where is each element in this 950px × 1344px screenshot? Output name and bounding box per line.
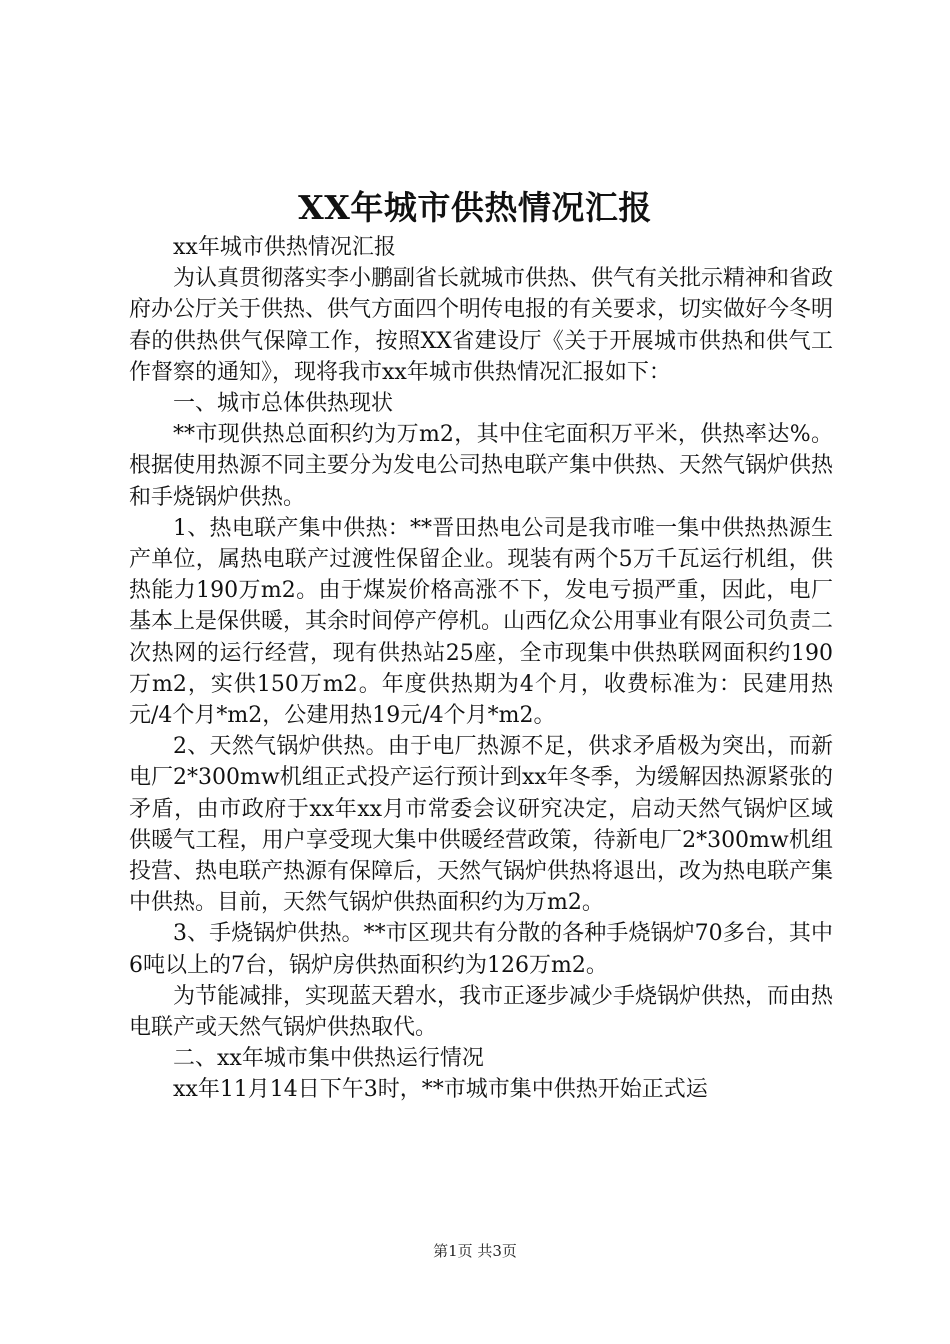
paragraph: xx年城市供热情况汇报 xyxy=(173,235,396,260)
paragraph: xx年11月14日下午3时，**市城市集中供热开始正式运 xyxy=(173,1077,708,1103)
document-body xyxy=(129,232,833,1106)
document-title: XX年城市供热情况汇报 xyxy=(298,188,652,227)
page-footer: 第1页 共3页 xyxy=(433,1242,517,1260)
section-heading: 一、城市总体供热现状 xyxy=(173,391,394,417)
paragraph: **市现供热总面积约为万m2，其中住宅面积万平米，供热率达%。根据使用热源不同主要分为发电公司热电联产集中供热、天然气锅炉供热和手烧锅炉供热。 xyxy=(129,422,834,510)
paragraph: 为节能减排，实现蓝天碧水，我市正逐步减少手烧锅炉供热，而由热电联产或天然气锅炉供热取代。 xyxy=(129,983,834,1041)
paragraph: 为认真贯彻落实李小鹏副省长就城市供热、供气有关批示精神和省政府办公厅关于供热、供气方面四个明传电报的有关要求，切实做好今冬明春的供热供气保障工作，按照XX省建设厅《关于开展城市供热和供气工作督察的通知》，现将我市xx年城市供热情况汇报如下： xyxy=(129,266,834,385)
section-heading: 二、xx年城市集中供热运行情况 xyxy=(173,1046,484,1072)
paragraph: 1、热电联产集中供热：**晋田热电公司是我市唯一集中供热热源生产单位，属热电联产过渡性保留企业。现装有两个5万千瓦运行机组，供热能力190万m2。由于煤炭价格高涨不下，发电亏损严重，因此，电厂基本上是保供暖，其余时间停产停机。山西亿众公用事业有限公司负责二次热网的运行经营，现有供热站25座，全市现集中供热联网面积约190万m2，实供150万m2。年度供热期为4个月，收费标准为：民建用热元/4个月*m2，公建用热19元/4个月*m2。 xyxy=(129,515,834,729)
paragraph: 2、天然气锅炉供热。由于电厂热源不足，供求矛盾极为突出，而新电厂2*300mw机组正式投产运行预计到xx年冬季，为缓解因热源紧张的矛盾，由市政府于xx年xx月市常委会议研究决定，启动天然气锅炉区域供暖气工程，用户享受现大集中供暖经营政策，待新电厂2*300mw机组投营、热电联产热源有保障后，天然气锅炉供热将退出，改为热电联产集中供热。目前，天然气锅炉供热面积约为万m2。 xyxy=(129,734,834,916)
paragraph: 3、手烧锅炉供热。**市区现共有分散的各种手烧锅炉70多台，其中6吨以上的7台，锅炉房供热面积约为126万m2。 xyxy=(129,921,833,978)
